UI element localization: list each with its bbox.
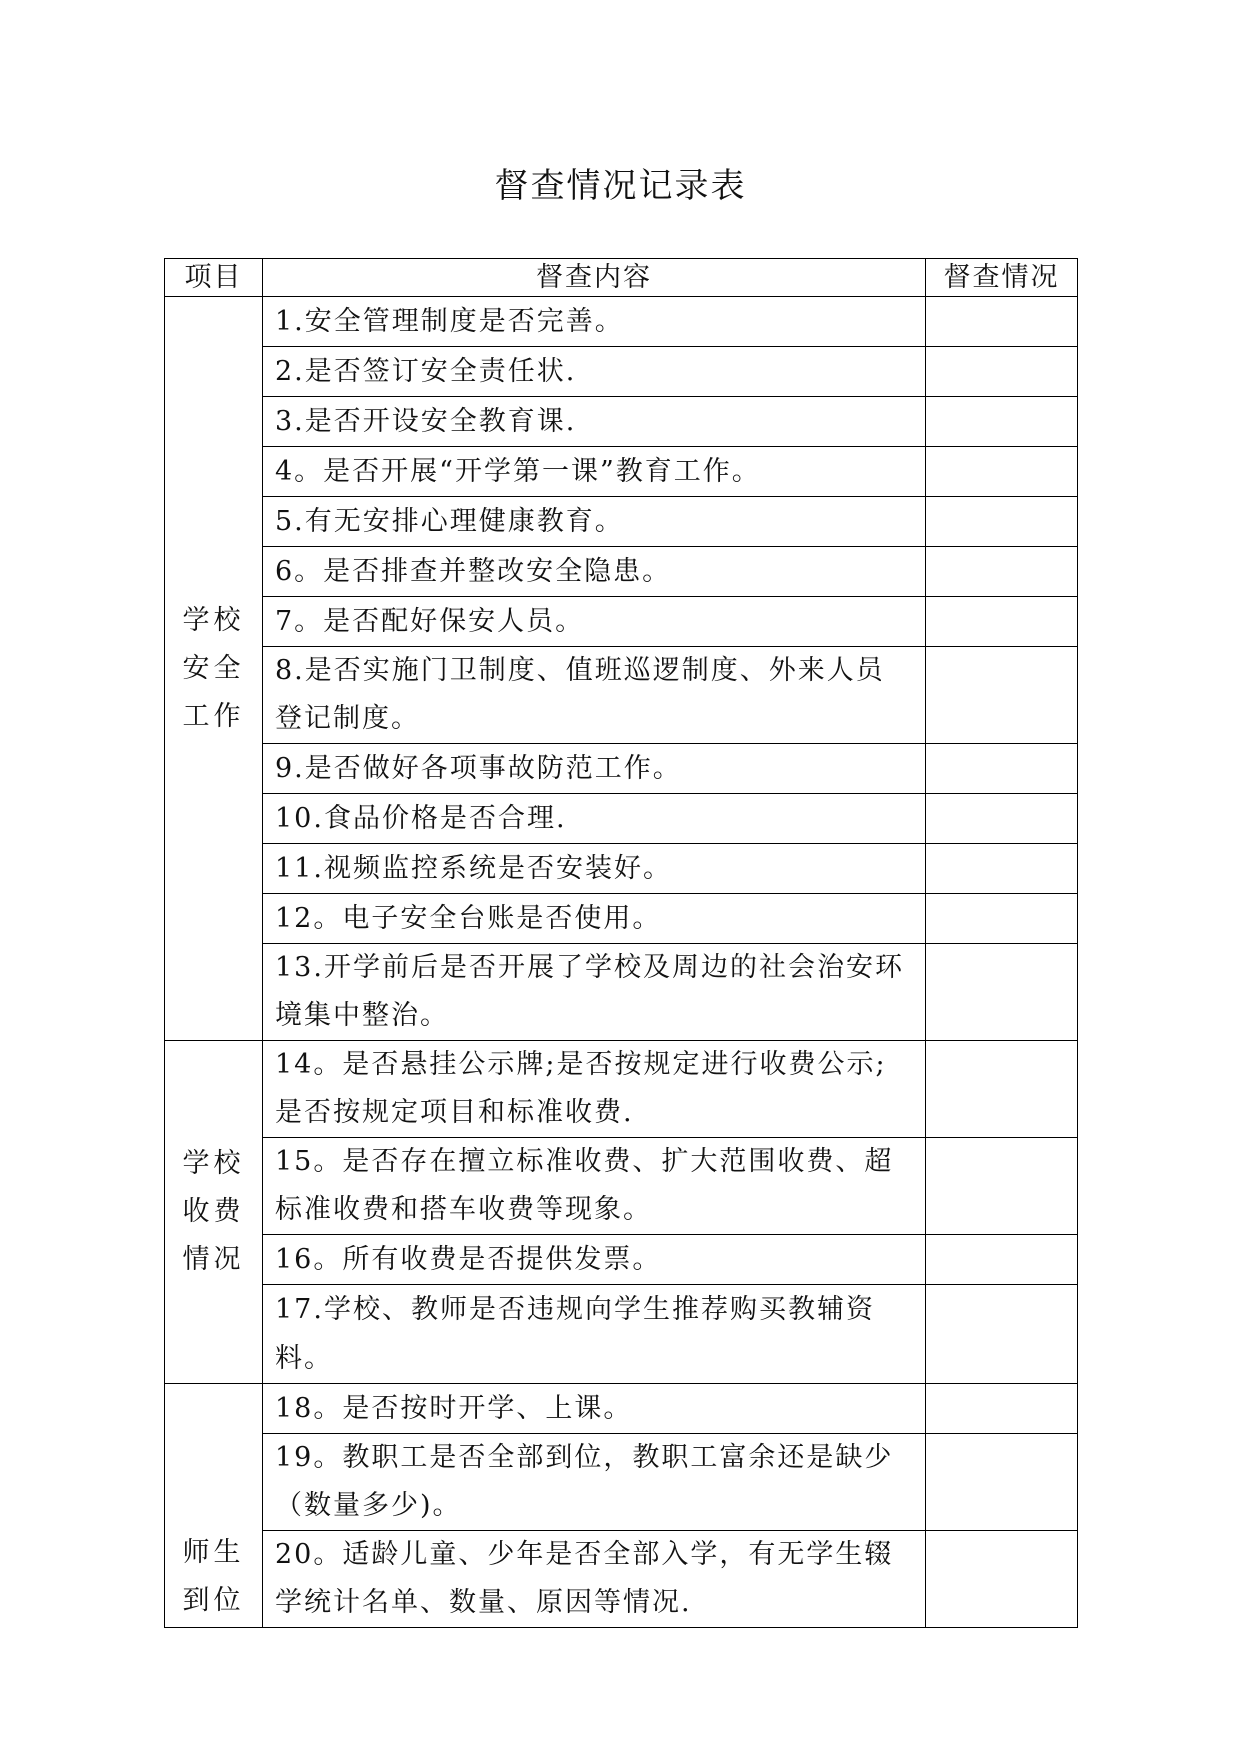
table-header-row	[165, 259, 1078, 297]
item-content: 12。电子安全台账是否使用。	[263, 894, 926, 944]
status-cell[interactable]	[926, 1138, 1078, 1235]
table-row	[165, 397, 1078, 447]
status-cell[interactable]	[926, 497, 1078, 547]
category-safety: 学校 安全 工作	[165, 297, 263, 1041]
table-row	[165, 1138, 1078, 1235]
category-fees: 学校 收费 情况	[165, 1041, 263, 1384]
inspection-table	[164, 258, 1078, 1628]
table-row	[165, 547, 1078, 597]
table-row	[165, 647, 1078, 744]
table-row	[165, 844, 1078, 894]
table-row	[165, 597, 1078, 647]
status-cell[interactable]	[926, 944, 1078, 1041]
item-content: 2.是否签订安全责任状.	[263, 347, 926, 397]
item-content: 15。是否存在擅立标准收费、扩大范围收费、超标准收费和搭车收费等现象。	[263, 1138, 926, 1235]
item-content: 19。教职工是否全部到位，教职工富余还是缺少（数量多少)。	[263, 1434, 926, 1531]
table-row	[165, 297, 1078, 347]
item-content: 14。是否悬挂公示牌;是否按规定进行收费公示; 是否按规定项目和标准收费.	[263, 1041, 926, 1138]
item-content: 1.安全管理制度是否完善。	[263, 297, 926, 347]
status-cell[interactable]	[926, 347, 1078, 397]
table-row	[165, 497, 1078, 547]
item-content: 6。是否排查并整改安全隐患。	[263, 547, 926, 597]
page-title: 督查情况记录表	[494, 166, 747, 206]
table-row	[165, 744, 1078, 794]
table-row	[165, 794, 1078, 844]
table-row	[165, 1235, 1078, 1285]
status-cell[interactable]	[926, 597, 1078, 647]
item-content: 5.有无安排心理健康教育。	[263, 497, 926, 547]
status-cell[interactable]	[926, 844, 1078, 894]
status-cell[interactable]	[926, 1531, 1078, 1628]
status-cell[interactable]	[926, 547, 1078, 597]
status-cell[interactable]	[926, 1434, 1078, 1531]
status-cell[interactable]	[926, 297, 1078, 347]
table-row	[165, 1531, 1078, 1628]
item-content: 8.是否实施门卫制度、值班巡逻制度、外来人员登记制度。	[263, 647, 926, 744]
status-cell[interactable]	[926, 894, 1078, 944]
status-cell[interactable]	[926, 744, 1078, 794]
item-content: 7。是否配好保安人员。	[263, 597, 926, 647]
table-row	[165, 944, 1078, 1041]
header-content: 督查内容	[263, 259, 926, 297]
table-row	[165, 1434, 1078, 1531]
item-content: 16。所有收费是否提供发票。	[263, 1235, 926, 1285]
status-cell[interactable]	[926, 1235, 1078, 1285]
status-cell[interactable]	[926, 647, 1078, 744]
item-content: 13.开学前后是否开展了学校及周边的社会治安环境集中整治。	[263, 944, 926, 1041]
status-cell[interactable]	[926, 1384, 1078, 1434]
item-content: 20。适龄儿童、少年是否全部入学，有无学生辍学统计名单、数量、原因等情况.	[263, 1531, 926, 1628]
category-attendance: 师生 到位	[165, 1384, 263, 1628]
table-row	[165, 1285, 1078, 1384]
table-row	[165, 1041, 1078, 1138]
item-content: 9.是否做好各项事故防范工作。	[263, 744, 926, 794]
header-status: 督查情况	[926, 259, 1078, 297]
status-cell[interactable]	[926, 447, 1078, 497]
item-content: 3.是否开设安全教育课.	[263, 397, 926, 447]
header-project: 项目	[165, 259, 263, 297]
status-cell[interactable]	[926, 1041, 1078, 1138]
item-content: 17.学校、教师是否违规向学生推荐购买教辅资料。	[263, 1285, 926, 1384]
item-content: 10.食品价格是否合理.	[263, 794, 926, 844]
item-content: 18。是否按时开学、上课。	[263, 1384, 926, 1434]
table-row	[165, 894, 1078, 944]
status-cell[interactable]	[926, 1285, 1078, 1384]
table-row	[165, 447, 1078, 497]
item-content: 4。是否开展“开学第一课”教育工作。	[263, 447, 926, 497]
table-row	[165, 1384, 1078, 1434]
status-cell[interactable]	[926, 794, 1078, 844]
item-content: 11.视频监控系统是否安装好。	[263, 844, 926, 894]
status-cell[interactable]	[926, 397, 1078, 447]
table-row	[165, 347, 1078, 397]
